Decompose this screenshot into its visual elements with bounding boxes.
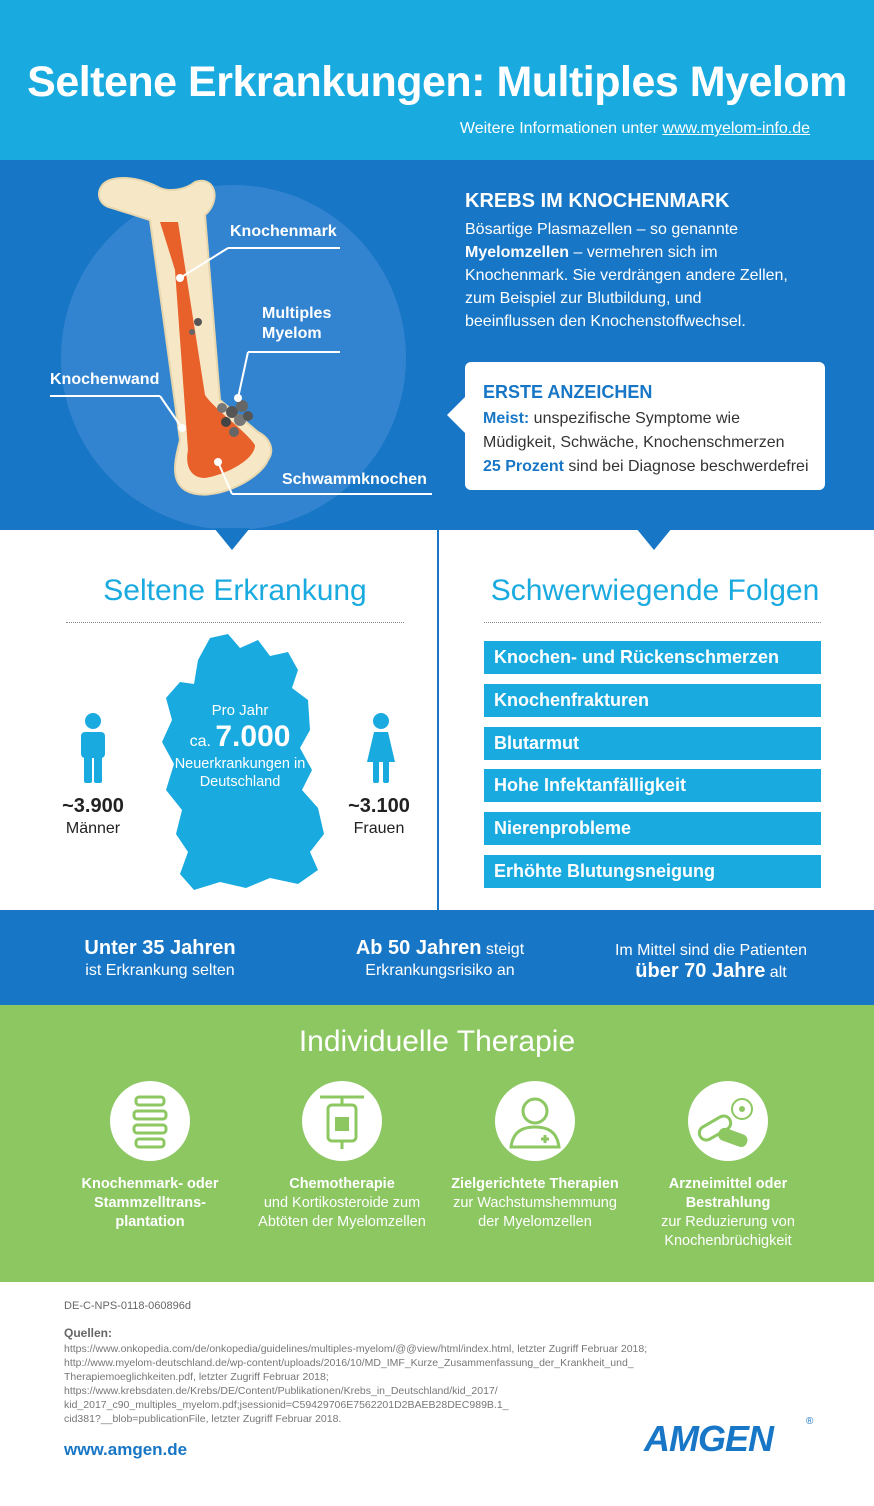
consequence-item: Erhöhte Blutungsneigung xyxy=(484,855,821,888)
source-line: cid381?__blob=publicationFile, letzter Zugriff Februar 2018. xyxy=(64,1413,342,1425)
source-line: https://www.krebsdaten.de/Krebs/DE/Content/Publikationen/Krebs_in_Deutschland/kid_2017/ xyxy=(64,1385,498,1397)
krebs-text-bold: Myelomzellen xyxy=(465,244,570,261)
krebs-text-1: Bösartige Plasmazellen – so genannte xyxy=(465,221,739,238)
new-cases-line2: Deutschland xyxy=(199,774,281,790)
first-signs-line3 xyxy=(483,458,809,476)
label-multiples-myelom xyxy=(262,304,331,344)
new-cases-line1: Neuerkrankungen in xyxy=(174,756,306,772)
cases-count xyxy=(160,720,320,754)
infusion-icon xyxy=(302,1081,382,1161)
left-pointer xyxy=(214,528,250,550)
per-year-label: Pro Jahr xyxy=(211,702,269,719)
source-line: kid_2017_c90_multiples_myelom.pdf;jsessionid=C59429706E7562201D2BAEB28DEC989B.1_ xyxy=(64,1399,509,1411)
first-signs-title: ERSTE ANZEICHEN xyxy=(483,382,653,402)
age-over-70-bold: über 70 Jahre xyxy=(635,960,766,982)
age-under-35 xyxy=(60,938,260,981)
label-knochenwand: Knochenwand xyxy=(50,371,160,388)
krebs-title: KREBS IM KNOCHENMARK xyxy=(465,190,730,212)
first-signs-meist: Meist: xyxy=(483,410,530,427)
sources-title: Quellen: xyxy=(64,1326,113,1340)
first-signs-callout xyxy=(465,362,825,490)
first-signs-line3-rest: sind bei Diagnose beschwerdefrei xyxy=(563,458,809,475)
rare-divider xyxy=(66,622,404,623)
women-label: Frauen xyxy=(353,820,405,837)
consequence-item: Hohe Infektanfälligkeit xyxy=(484,769,821,802)
age-band xyxy=(0,910,874,1005)
bone-section xyxy=(0,160,874,530)
woman-icon xyxy=(366,712,396,784)
doctor-icon xyxy=(495,1081,575,1161)
men-label: Männer xyxy=(65,820,121,837)
man-icon xyxy=(78,712,108,784)
source-line: https://www.onkopedia.com/de/onkopedia/guidelines/multiples-myelom/@@view/html/index.html, letzter Zugriff Februar 2018; xyxy=(64,1343,648,1355)
right-pointer xyxy=(636,528,672,550)
page-title: Seltene Erkrankungen: Multiples Myelom xyxy=(27,58,847,106)
consequence-item: Knochen- und Rückenschmerzen xyxy=(484,641,821,674)
therapy-item-2 xyxy=(252,1175,432,1232)
therapy-item-4-bold: Arzneimittel oder Bestrahlung xyxy=(668,1176,788,1211)
amgen-logo: AMGEN xyxy=(644,1418,773,1459)
age-from-50-text1: steigt xyxy=(481,941,525,958)
therapy-item-1-bold: Knochenmark- oder Stammzelltrans- plantation xyxy=(81,1176,219,1230)
therapy-item-3-bold: Zielgerichtete Therapien xyxy=(451,1176,619,1192)
age-from-50-text2: Erkrankungsrisiko an xyxy=(365,962,515,979)
spine-icon xyxy=(110,1081,190,1161)
label-myelom-line2: Myelom xyxy=(262,325,322,342)
consequence-item: Blutarmut xyxy=(484,727,821,760)
document-id: DE-C-NPS-0118-060896d xyxy=(64,1300,191,1312)
age-from-50 xyxy=(330,938,550,981)
header xyxy=(0,0,874,160)
age-over-70-text2: alt xyxy=(765,964,787,981)
source-line: http://www.myelom-deutschland.de/wp-content/uploads/2016/10/MD_IMF_Kurze_Zusammenfassung_der_Krankheit_und_ xyxy=(64,1357,634,1369)
label-knochenmark: Knochenmark xyxy=(230,223,337,240)
age-over-70-text1: Im Mittel sind die Patienten xyxy=(614,942,808,959)
therapy-item-2-bold: Chemotherapie xyxy=(289,1176,395,1192)
consequence-item: Nierenprobleme xyxy=(484,812,821,845)
therapy-item-3-text: zur Wachstumshemmung der Myelomzellen xyxy=(453,1195,617,1230)
therapy-item-1 xyxy=(60,1175,240,1232)
therapy-title: Individuelle Therapie xyxy=(298,1025,576,1058)
cases-ca: ca. xyxy=(189,733,211,750)
age-under-35-text: ist Erkrankung selten xyxy=(85,962,235,979)
myelom-info-link[interactable]: www.myelom-info.de xyxy=(662,120,810,137)
first-signs-percent: 25 Prozent xyxy=(483,458,564,475)
consequences-divider xyxy=(484,622,821,623)
registered-mark: ® xyxy=(806,1416,814,1427)
amgen-website-link[interactable]: www.amgen.de xyxy=(64,1440,188,1459)
therapy-section xyxy=(0,1005,874,1282)
label-schwammknochen: Schwammknochen xyxy=(282,471,427,488)
vertical-divider xyxy=(437,530,439,910)
age-from-50-bold: Ab 50 Jahren xyxy=(355,937,482,959)
cases-number: 7.000 xyxy=(215,720,291,753)
men-count: ~3.900 xyxy=(62,795,124,817)
therapy-item-4-text: zur Reduzierung von Knochenbrüchigkeit xyxy=(661,1214,795,1249)
first-signs-line2: Müdigkeit, Schwäche, Knochenschmerzen xyxy=(483,434,785,451)
source-line: Therapiemoeglichkeiten.pdf, letzter Zugriff Februar 2018; xyxy=(64,1371,329,1383)
rare-title: Seltene Erkrankung xyxy=(103,574,367,607)
consequences-title: Schwerwiegende Folgen xyxy=(490,574,820,607)
more-info-prefix: Weitere Informationen unter xyxy=(459,120,663,137)
consequence-item: Knochenfrakturen xyxy=(484,684,821,717)
first-signs-line1-rest: unspezifische Symptome wie xyxy=(529,410,740,427)
first-signs-line1 xyxy=(483,410,740,428)
therapy-item-2-text: und Kortikosteroide zum Abtöten der Myelomzellen xyxy=(258,1195,426,1230)
age-under-35-bold: Unter 35 Jahren xyxy=(84,937,236,959)
krebs-text-2: – vermehren sich im Knochenmark. Sie verdrängen andere Zellen, zum Beispiel zur Blutbildung, und beeinflussen den Knochenstoffwechsel. xyxy=(465,244,788,330)
age-over-70 xyxy=(600,940,822,983)
more-info xyxy=(460,120,810,138)
women-count: ~3.100 xyxy=(348,795,410,817)
therapy-item-3 xyxy=(445,1175,625,1232)
pills-radiation-icon xyxy=(688,1081,768,1161)
therapy-item-4 xyxy=(638,1175,818,1251)
krebs-text xyxy=(465,218,795,333)
callout-pointer xyxy=(447,395,467,435)
label-myelom-line1: Multiples xyxy=(262,305,332,322)
